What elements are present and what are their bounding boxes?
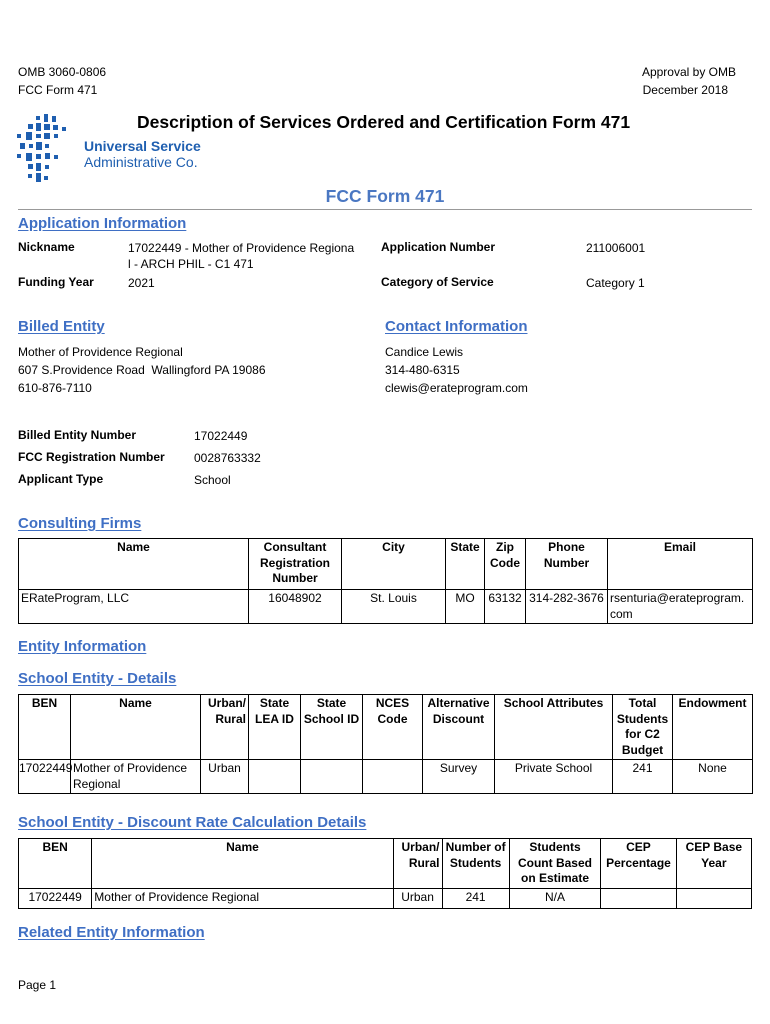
table-cell: None	[673, 760, 753, 794]
column-header: Urban/ Rural	[201, 695, 249, 760]
table-cell: 17022449	[19, 760, 71, 794]
funding-year-label: Funding Year	[18, 275, 94, 289]
table-cell: N/A	[509, 888, 601, 908]
application-info-heading: Application Information	[18, 215, 187, 232]
table-cell: 241	[613, 760, 673, 794]
table-cell	[301, 760, 363, 794]
column-header: City	[342, 539, 446, 590]
application-number-value: 211006001	[586, 241, 646, 255]
table-cell: 16048902	[249, 590, 342, 624]
table-cell	[676, 888, 751, 908]
page-title: Description of Services Ordered and Certification Form 471	[137, 112, 631, 132]
table-cell: Survey	[423, 760, 495, 794]
column-header: Number of Students	[442, 839, 509, 889]
consulting-firms-heading: Consulting Firms	[18, 515, 142, 532]
applicant-type-value: School	[194, 473, 231, 487]
page-number: Page 1	[18, 978, 57, 992]
table-header-row	[19, 695, 753, 760]
table-cell: Private School	[495, 760, 613, 794]
column-header: Consultant Registration Number	[249, 539, 342, 590]
table-cell: 241	[442, 888, 509, 908]
form-subtitle: FCC Form 471	[325, 186, 445, 206]
billed-entity-heading: Billed Entity	[18, 318, 105, 335]
column-header: Phone Number	[526, 539, 608, 590]
table-cell	[363, 760, 423, 794]
table-cell: Mother of Providence Regional	[92, 888, 393, 908]
table-header-row	[19, 539, 753, 590]
table-cell: 314-282-3676	[526, 590, 608, 624]
column-header: BEN	[19, 695, 71, 760]
school-entity-details-heading: School Entity - Details	[18, 670, 177, 687]
application-number-label: Application Number	[381, 240, 496, 254]
table-cell	[601, 888, 676, 908]
table-cell: 17022449	[19, 888, 92, 908]
nickname-value-line2: l - ARCH PHIL - C1 471	[128, 257, 254, 271]
category-label: Category of Service	[381, 275, 494, 289]
table-cell: Mother of Providence Regional	[71, 760, 201, 794]
table-cell: 63132	[485, 590, 526, 624]
logo-line-1: Universal Service	[84, 138, 201, 154]
column-header: Students Count Based on Estimate	[509, 839, 601, 889]
entity-info-heading: Entity Information	[18, 638, 147, 655]
omb-number: OMB 3060-0806	[18, 65, 107, 79]
column-header: State	[446, 539, 485, 590]
fcc-registration-value: 0028763332	[194, 451, 261, 465]
nickname-value-line1: 17022449 - Mother of Providence Regiona	[128, 241, 355, 255]
related-entity-heading: Related Entity Information	[18, 924, 205, 941]
table-header-row	[19, 839, 752, 889]
approval-date: December 2018	[642, 83, 728, 97]
table-cell: Urban	[201, 760, 249, 794]
funding-year-value: 2021	[128, 276, 155, 290]
column-header: Endowment	[673, 695, 753, 760]
table-row	[19, 590, 753, 624]
billed-entity-name: Mother of Providence Regional	[18, 345, 183, 359]
discount-rate-table	[18, 838, 752, 909]
discount-rate-heading: School Entity - Discount Rate Calculation Details	[18, 814, 367, 831]
usac-logo-icon	[14, 114, 76, 186]
table-cell: rsenturia@erateprogram.com	[608, 590, 753, 624]
table-row	[19, 760, 753, 794]
column-header: NCES Code	[363, 695, 423, 760]
column-header: State School ID	[301, 695, 363, 760]
column-header: Urban/ Rural	[393, 839, 442, 889]
contact-email: clewis@erateprogram.com	[385, 381, 528, 395]
category-value: Category 1	[586, 276, 645, 290]
billed-entity-number-label: Billed Entity Number	[18, 428, 137, 442]
approval-text: Approval by OMB	[641, 65, 736, 79]
column-header: Name	[71, 695, 201, 760]
column-header: CEP Percentage	[601, 839, 676, 889]
table-cell: MO	[446, 590, 485, 624]
column-header: State LEA ID	[249, 695, 301, 760]
column-header: Name	[19, 539, 249, 590]
column-header: CEP Base Year	[676, 839, 751, 889]
contact-info-heading: Contact Information	[385, 318, 528, 335]
fcc-registration-label: FCC Registration Number	[18, 450, 165, 464]
column-header: Alternative Discount	[423, 695, 495, 760]
contact-phone: 314-480-6315	[385, 363, 460, 377]
billed-entity-number-value: 17022449	[194, 429, 248, 443]
billed-entity-address: 607 S.Providence Road Wallingford PA 19086	[18, 363, 266, 377]
nickname-label: Nickname	[18, 240, 75, 254]
consulting-firms-table	[18, 538, 753, 624]
form-name: FCC Form 471	[18, 83, 98, 97]
column-header: BEN	[19, 839, 92, 889]
table-cell: St. Louis	[342, 590, 446, 624]
logo-line-2: Administrative Co.	[84, 154, 198, 170]
school-entity-table	[18, 694, 753, 794]
contact-name: Candice Lewis	[385, 345, 464, 359]
header-divider	[18, 209, 752, 210]
billed-entity-phone: 610-876-7110	[18, 381, 92, 395]
column-header: Zip Code	[485, 539, 526, 590]
column-header: Total Students for C2 Budget	[613, 695, 673, 760]
table-cell: ERateProgram, LLC	[19, 590, 249, 624]
column-header: Name	[92, 839, 393, 889]
table-row	[19, 888, 752, 908]
column-header: Email	[608, 539, 753, 590]
table-cell: Urban	[393, 888, 442, 908]
table-cell	[249, 760, 301, 794]
applicant-type-label: Applicant Type	[18, 472, 104, 486]
column-header: School Attributes	[495, 695, 613, 760]
